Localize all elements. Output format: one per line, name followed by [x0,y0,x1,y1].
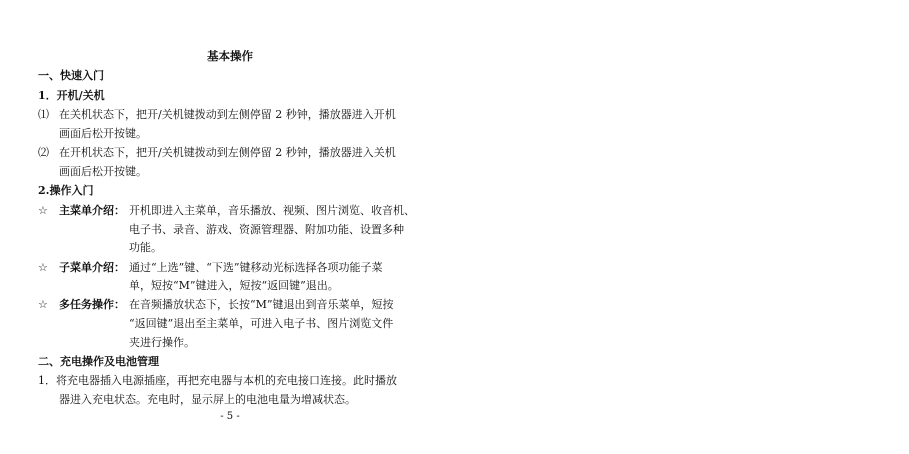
paragraph-line: “返回键”退出至主菜单，可进入电子书、图片浏览文件 [129,317,394,330]
subheading-getting-started: 2.操作入门 [38,184,94,197]
paragraph-line: 器进入充电状态。充电时，显示屏上的电池电量为增减状态。 [59,393,356,406]
paragraph-line: 在开机状态下，把开/关机键拨动到左侧停留 2 秒钟，播放器进入关机 [59,146,396,159]
paragraph-line: 在关机状态下，把开/关机键拨动到左侧停留 2 秒钟，播放器进入开机 [59,108,396,121]
paragraph-line: 通过“上选”键、“下选”键移动光标选择各项功能子菜 [129,261,383,274]
paragraph-line: 1．将充电器插入电源插座，再把充电器与本机的充电接口连接。此时播放 [38,374,397,387]
page-title: 基本操作 [207,49,253,63]
paragraph-line: 电子书、录音、游戏、资源管理器、附加功能、设置多种 [129,223,404,236]
paragraph-line: 功能。 [129,241,162,254]
page-number: - 5 - [220,411,240,422]
bullet-label: 子菜单介绍： [59,261,125,274]
list-item-number: ⑵ [38,146,49,159]
star-bullet-icon: ☆ [38,204,48,217]
section-heading-quick-start: 一、快速入门 [38,69,104,82]
bullet-label: 主菜单介绍： [59,204,125,217]
paragraph-line: 画面后松开按键。 [59,165,147,178]
star-bullet-icon: ☆ [38,261,48,274]
section-heading-charging: 二、充电操作及电池管理 [38,355,159,368]
paragraph-line: 单，短按“M”键进入，短按“返回键”退出。 [129,279,339,292]
paragraph-line: 在音频播放状态下，长按“M”键退出到音乐菜单，短按 [129,298,394,311]
star-bullet-icon: ☆ [38,298,48,311]
list-item-number: ⑴ [38,108,49,121]
subheading-power-on-off: 1．开机/关机 [38,89,105,102]
bullet-label: 多任务操作： [59,298,125,311]
paragraph-line: 夹进行操作。 [129,336,195,349]
paragraph-line: 开机即进入主菜单，音乐播放、视频、图片浏览、收音机、 [129,204,415,217]
paragraph-line: 画面后松开按键。 [59,127,147,140]
